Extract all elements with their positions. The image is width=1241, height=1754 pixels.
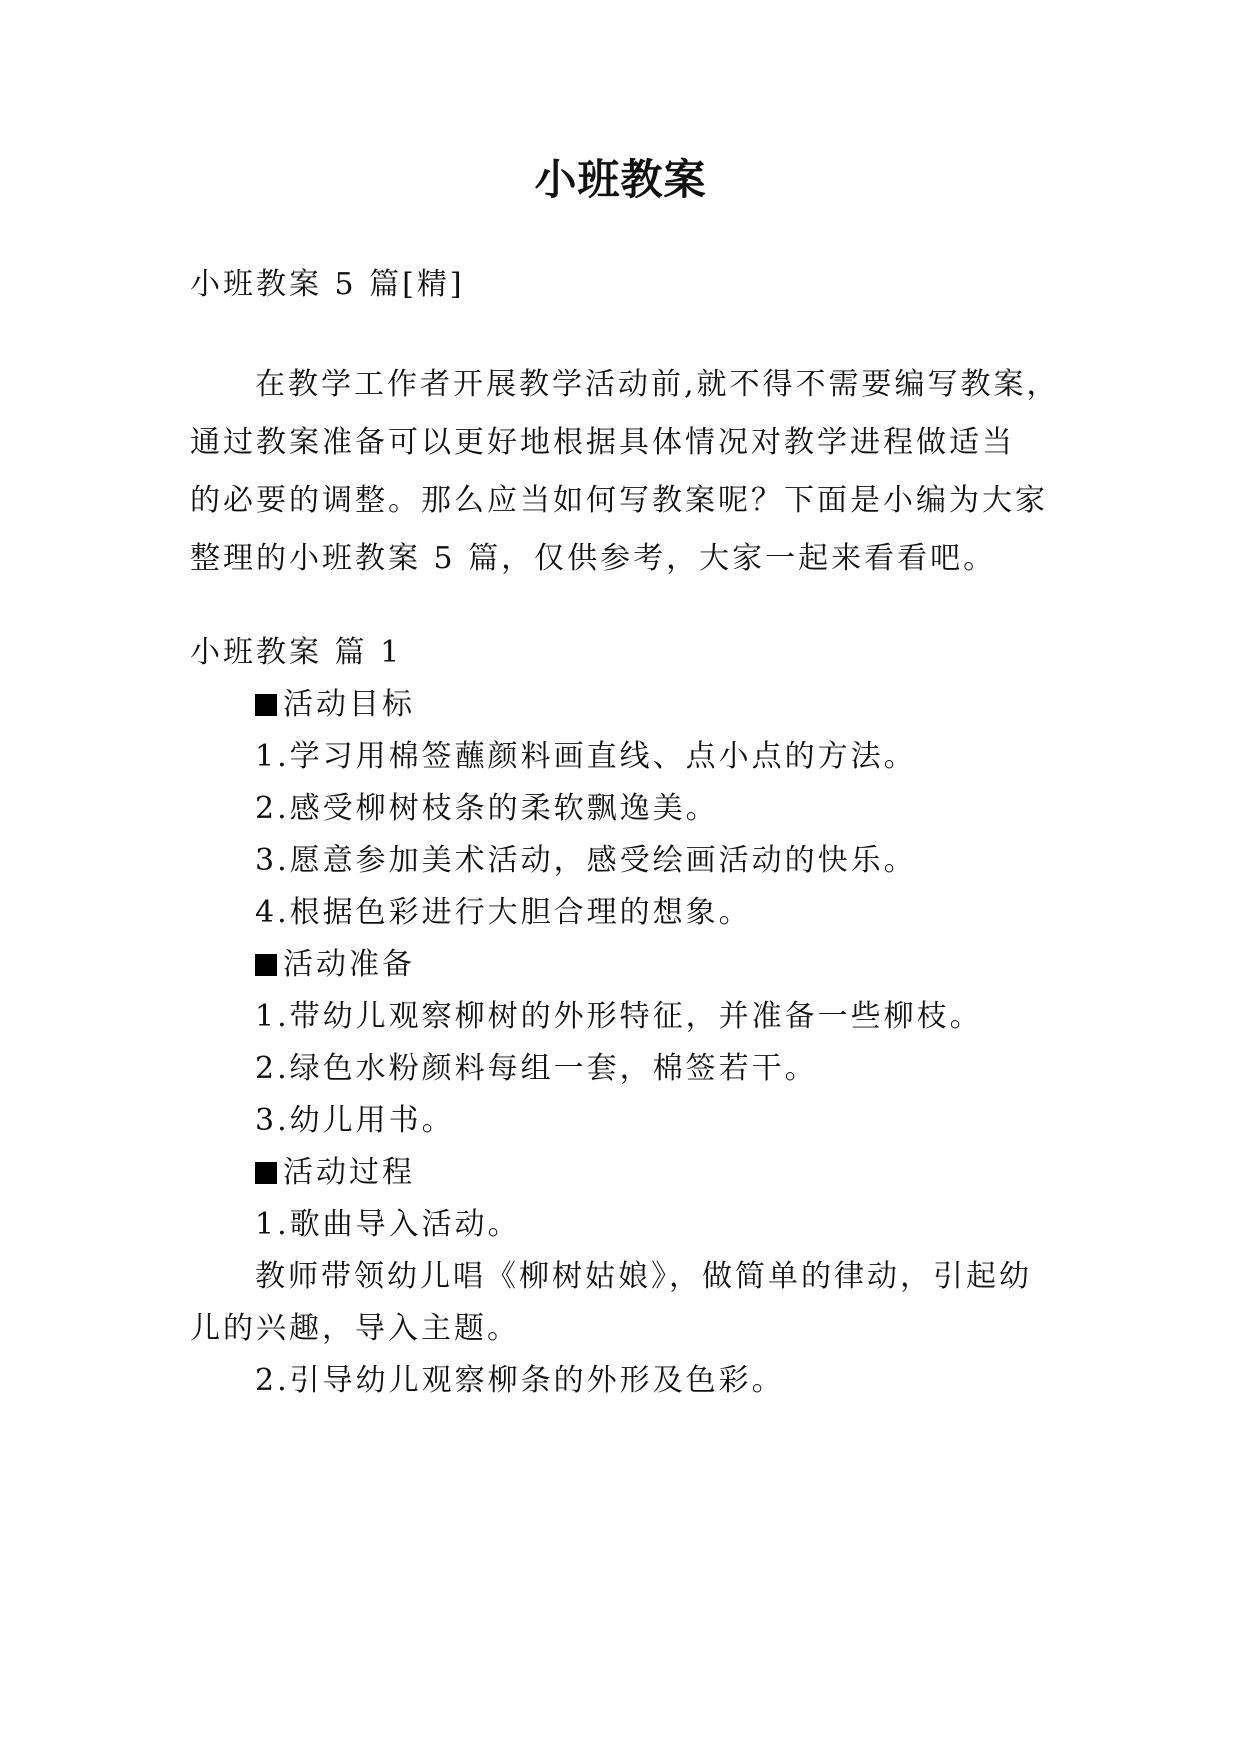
goal-item-2: 2.感受柳树枝条的柔软飘逸美。 xyxy=(255,791,719,826)
process-text-line-1: 教师带领幼儿唱《柳树姑娘》，做简单的律动，引起幼 xyxy=(255,1259,1032,1294)
process-step-1: 1.歌曲导入活动。 xyxy=(255,1207,521,1242)
square-bullet-icon xyxy=(255,954,277,976)
goals-heading xyxy=(255,685,1135,725)
square-bullet-icon xyxy=(255,1162,277,1184)
process-heading xyxy=(255,1153,1135,1193)
document-subtitle: 小班教案 5 篇[精] xyxy=(190,267,465,302)
prep-heading xyxy=(255,945,1135,985)
intro-line-2: 通过教案准备可以更好地根据具体情况对教学进程做适当 xyxy=(190,425,1015,460)
intro-line-3: 的必要的调整。那么应当如何写教案呢？下面是小编为大家 xyxy=(190,483,1048,518)
document-title: 小班教案 xyxy=(534,155,707,204)
prep-item-2: 2.绿色水粉颜料每组一套，棉签若干。 xyxy=(255,1051,818,1086)
goal-item-4: 4.根据色彩进行大胆合理的想象。 xyxy=(255,895,752,930)
process-heading-label: 活动过程 xyxy=(283,1155,415,1190)
prep-heading-label: 活动准备 xyxy=(283,947,415,982)
intro-line-1: 在教学工作者开展教学活动前,就不得不需要编写教案， xyxy=(255,367,1060,402)
prep-item-3: 3.幼儿用书。 xyxy=(255,1103,455,1138)
section-heading: 小班教案 篇 1 xyxy=(190,635,403,670)
process-text-line-2: 儿的兴趣，导入主题。 xyxy=(190,1311,520,1346)
goal-item-1: 1.学习用棉签蘸颜料画直线、点小点的方法。 xyxy=(255,739,917,774)
goal-item-3: 3.愿意参加美术活动，感受绘画活动的快乐。 xyxy=(255,843,917,878)
square-bullet-icon xyxy=(255,694,277,716)
prep-item-1: 1.带幼儿观察柳树的外形特征，并准备一些柳枝。 xyxy=(255,999,983,1034)
intro-line-4: 整理的小班教案 5 篇，仅供参考，大家一起来看看吧。 xyxy=(190,541,997,576)
process-step-2: 2.引导幼儿观察柳条的外形及色彩。 xyxy=(255,1363,785,1398)
goals-heading-label: 活动目标 xyxy=(283,687,415,722)
